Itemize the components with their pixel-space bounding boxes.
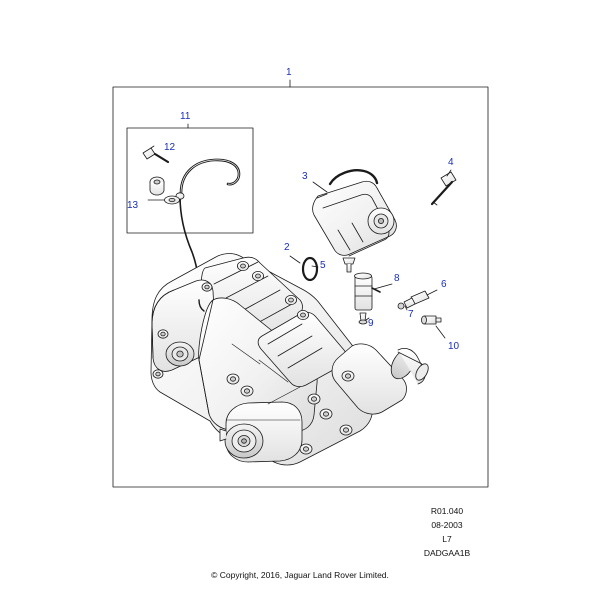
callout-7: 7 — [408, 309, 414, 320]
drawing-date: 08-2003 — [431, 520, 463, 530]
callout-4: 4 — [448, 157, 454, 168]
callout-1: 1 — [286, 67, 292, 78]
callout-12: 12 — [164, 142, 176, 153]
inset-frame — [127, 128, 253, 233]
drawing-number: R01.040 — [430, 506, 464, 516]
drawing-variant: L7 — [442, 534, 452, 544]
callout-2: 2 — [284, 242, 290, 253]
front-output-flange — [220, 402, 302, 462]
callout-11: 11 — [180, 111, 191, 122]
callout-9: 9 — [368, 318, 374, 329]
callout-13: 13 — [127, 200, 139, 211]
callout-8: 8 — [394, 273, 400, 284]
callout-10: 10 — [448, 341, 460, 352]
drawing-metadata — [412, 504, 482, 560]
drawing-code: DADGAA1B — [423, 548, 471, 558]
callout-6: 6 — [441, 279, 447, 290]
copyright-notice: © Copyright, 2016, Jaguar Land Rover Limited. — [211, 570, 389, 580]
callout-5: 5 — [320, 260, 326, 271]
callout-3: 3 — [302, 171, 308, 182]
